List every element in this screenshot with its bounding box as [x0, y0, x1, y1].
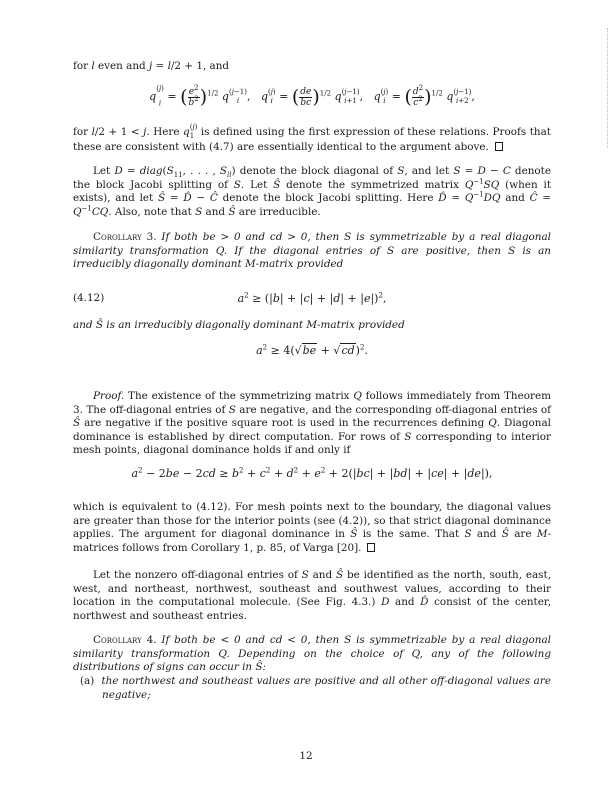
equation-4-12: $a^2 \ge (|b| + |c| + |d| + |e|)^2$, [237, 291, 387, 305]
qed-symbol-2 [367, 543, 375, 552]
proof-label: Proof. [93, 390, 125, 402]
list-item-a: (a) the northwest and southeast values are positive and all other off-diagonal values are negative; [80, 675, 551, 701]
equation-diagonal-dominance: $a^2 - 2be - 2cd \ge b^2 + c^2 + d^2 + e^2 + 2(|bc| + |bd| + |ce| + |de|)$, [131, 466, 493, 480]
scan-edge-mark [607, 28, 610, 148]
corollary-3-label: Corollary 3. [93, 231, 157, 243]
paragraph-block-jacobi: Let $D = diag(S_{11}$, . . . , $S_{ll}$) denote the block diagonal of S, and let S = D − C denote the block Jacobi splitting of S. Let Ŝ denote the symmetrized matrix $Q^{-1}SQ$ (when it exists), and let Ŝ = D̂ − Ĉ denote the block Jacobi splitting. Here D̂ = $Q^{-1}DQ$ and Ĉ = $Q^{-1}CQ$. Also, note that S and Ŝ are irreducible. [73, 165, 552, 218]
page-number: 12 [299, 750, 313, 762]
list-item-a-label: (a) [80, 675, 95, 687]
s-hat-condition: and Ŝ is an irreducibly diagonally dominant M-matrix provided [73, 319, 405, 331]
corollary-4: Corollary 4. If both be < 0 and cd < 0, then S is symmetrizable by a real diagonal similarity transformation Q. Depending on the choice of Q, any of the following distributions of signs can occur in Ŝ: [73, 634, 551, 674]
paragraph-molecule-entries: Let the nonzero off-diagonal entries of S and Ŝ be identified as the north, south, east, west, and northeast, northwest, southeast and southwest values, according to their location in the computational molecule. (See Fig. 4.3.) D and D̂ consist of the center, northwest and southeast entries. [73, 569, 551, 622]
paragraph-equivalence: which is equivalent to (4.12). For mesh points next to the boundary, the diagonal values are greater than those for the interior points (see (4.2)), so that strict diagonal dominance applies. The argument for diagonal dominance in Ŝ is the same. That S and Ŝ are M-matrices follows from Corollary 1, p. 85, of Varga [20]. [73, 501, 552, 554]
qed-symbol [495, 142, 503, 151]
corollary-4-label: Corollary 4. [93, 634, 157, 646]
recurrence-equation: q $^{(j)}$ $_i$ = ( $\frac{e^2}{b^2}$ )$^{1/2}$ q (j−1) i , q (j) i = ( $\frac{de}{bc}$ )$^{1/2}$ q (j−1) i+1 , q (j) i = ( $\frac{d^2}{c^2}$ )$^{1/2}$ q (j−1) i+2 , [149, 83, 475, 108]
proof-paragraph: Proof. The existence of the symmetrizing matrix Q follows immediately from Theorem 3. The off-diagonal entries of S are negative, and the corresponding off-diagonal entries of Ŝ are negative if the positive square root is used in the recurrences defining Q. Diagonal dominance is established by direct computation. For rows of S corresponding to interior mesh points, diagonal dominance holds if and only if [73, 390, 551, 457]
equation-label-4-12: (4.12) [73, 292, 105, 304]
paragraph-consistency: for l/2 + 1 < j. Here q (j) 1 is defined using the first expression of these relations. Proofs that these are consistent with (4.7) are essentially identical to the argument above. [73, 123, 551, 153]
equation-sqrt-condition: $a^2 \ge 4(√be + √cd)^2$. [256, 343, 368, 357]
corollary-3: Corollary 3. If both be > 0 and cd > 0, then S is symmetrizable by a real diagonal similarity transformation Q. If the diagonal entries of S are positive, then S is an irreducibly diagonally dominant M-matrix provided [73, 231, 551, 271]
intro-line: for l even and j = l/2 + 1, and [73, 60, 230, 72]
